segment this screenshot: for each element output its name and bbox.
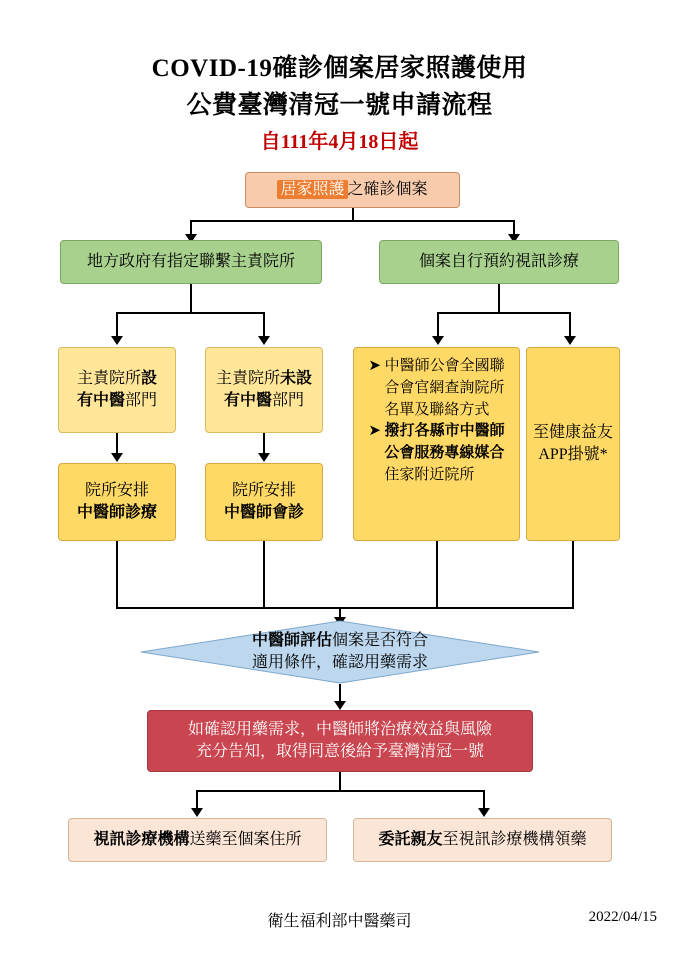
arrow-no-dept-down (258, 453, 270, 462)
connector-left-branch-to-b (263, 312, 265, 338)
node-hospital-has-tcm-dept-text (77, 368, 157, 411)
arrow-left-branch-to-a (111, 336, 123, 345)
footer-organization: 衛生福利部中醫藥司 (267, 913, 412, 930)
line-2-part-2: 部門 (125, 392, 158, 409)
node-hospital-has-tcm-dept (58, 347, 176, 433)
connector-action-horizontal (196, 790, 484, 792)
connector-right-branch-to-bullets (437, 312, 439, 338)
connector-left-branch-down (190, 284, 192, 312)
node-clinic-delivers-medicine (68, 818, 327, 862)
decision-text (140, 620, 540, 684)
action-line-1: 如確認用藥需求，中醫師將治療效益與風險 (187, 721, 492, 739)
arrow-action-to-right-outcome (478, 808, 490, 817)
app-line-1: 至健康益友 (532, 424, 613, 442)
bullet-1-line-3: 名單及聯絡方式 (384, 401, 490, 418)
node-proxy-pickup-medicine (353, 818, 612, 862)
bullet-2-line-2: 公會服務專線媒合 (384, 445, 505, 461)
bullet-1-line-2: 合會官網查詢院所 (384, 379, 505, 396)
node-start-text (277, 179, 427, 201)
decision-line-1-part-2: 個案是否符合 (332, 631, 429, 649)
arrow-decision-down (334, 701, 346, 710)
bullet-2-line-3: 住家附近院所 (384, 466, 475, 483)
connector-merge-col-2 (263, 541, 265, 609)
node-local-gov-assigned-hospital: 地方政府有指定聯繫主責院所 (60, 240, 322, 284)
decision-text-inner (252, 630, 428, 675)
connector-left-branch-to-a (116, 312, 118, 338)
connector-merge-col-4 (572, 541, 574, 609)
decision-line-1-part-1: 中醫師評估 (251, 631, 332, 649)
outcome-right-part-1: 委託親友 (378, 831, 443, 849)
line-2-part-1: 有中醫 (223, 392, 272, 409)
outcome-left-part-2: 送藥至個案住所 (189, 831, 302, 849)
bullet-1-line-1: 中醫師公會全國聯 (384, 358, 505, 374)
bullet-item-2: ➤ 撥打各縣市中醫師 公會服務專線媒合 住家附近院所 (368, 421, 504, 486)
connector-right-branch-down (498, 284, 500, 312)
node-hospital-arrange-tcm-consult-text (224, 480, 304, 523)
connector-right-branch-to-app (569, 312, 571, 338)
node-hospital-arrange-tcm-visit-text (77, 480, 157, 523)
node-proxy-pickup-medicine-text (378, 829, 586, 851)
app-line-2: APP掛號* (538, 446, 608, 463)
line-1: 院所安排 (84, 482, 149, 500)
node-health-friend-app-text (533, 422, 613, 465)
connector-no-dept-down (263, 433, 265, 455)
connector-action-to-left-outcome (196, 790, 198, 810)
node-hospital-no-tcm-dept-text (216, 368, 312, 411)
node-hospital-no-tcm-dept (205, 347, 323, 433)
line-2-part-2: 部門 (272, 392, 305, 409)
action-line-2: 充分告知，取得同意後給予臺灣清冠一號 (195, 743, 484, 760)
bullet-2-line-1: 撥打各縣市中醫師 (384, 423, 505, 440)
line-2-part-1: 有中醫 (76, 392, 125, 409)
node-hospital-arrange-tcm-consult (205, 463, 323, 541)
bullet-item-1: ➤ 中醫師公會全國聯 合會官網查詢院所 名單及聯絡方式 (368, 356, 504, 421)
node-find-tcm-clinic-list (358, 348, 514, 495)
footer-date: 2022/04/15 (588, 909, 657, 925)
connector-merge-col-3 (436, 541, 438, 609)
connector-merge-horizontal (116, 607, 574, 609)
connector-has-dept-down (116, 433, 118, 455)
arrow-has-dept-down (111, 453, 123, 462)
node-home-care-confirmed-case (245, 172, 460, 208)
arrow-right-branch-to-bullets (432, 336, 444, 345)
node-self-booked-telemedicine: 個案自行預約視訊診療 (379, 240, 619, 284)
outcome-right-part-2: 至視訊診療機構領藥 (442, 831, 587, 849)
line-1-part-2: 未設 (280, 370, 313, 388)
line-1-part-2: 設 (141, 370, 158, 388)
arrow-action-to-left-outcome (191, 808, 203, 817)
line-2: 中醫師診療 (76, 504, 157, 521)
connector-start-down (352, 208, 354, 220)
line-2: 中醫師會診 (223, 504, 304, 521)
decision-line-2: 適用條件，確認用藥需求 (251, 654, 428, 671)
connector-left-branch-horizontal (116, 312, 265, 314)
decision-tcm-evaluation (140, 620, 540, 684)
connector-right-branch-horizontal (437, 312, 570, 314)
connector-merge-col-1 (116, 541, 118, 609)
page-title-line-1: COVID-19確診個案居家照護使用 (151, 55, 528, 82)
node-hospital-arrange-tcm-visit (58, 463, 176, 541)
page-title-effective-date: 自111年4月18日起 (260, 131, 419, 153)
connector-start-horizontal (190, 220, 514, 222)
outcome-left-part-1: 視訊診療機構 (93, 831, 190, 849)
line-1-part-1: 主責院所 (76, 370, 141, 388)
highlight-home-care: 居家照護 (277, 180, 347, 199)
node-inform-and-dispense (147, 710, 533, 772)
node-start-suffix: 之確診個案 (347, 181, 428, 199)
node-health-friend-app-booking (526, 347, 620, 541)
node-find-tcm-clinic-options (353, 347, 520, 541)
connector-action-down (339, 772, 341, 790)
node-inform-and-dispense-text (188, 719, 492, 762)
node-clinic-delivers-medicine-text (93, 829, 301, 851)
line-1-part-1: 主責院所 (215, 370, 280, 388)
line-1: 院所安排 (231, 482, 296, 500)
arrow-left-branch-to-b (258, 336, 270, 345)
arrow-right-branch-to-app (564, 336, 576, 345)
connector-action-to-right-outcome (483, 790, 485, 810)
page-title-line-2: 公費臺灣清冠一號申請流程 (186, 92, 493, 119)
